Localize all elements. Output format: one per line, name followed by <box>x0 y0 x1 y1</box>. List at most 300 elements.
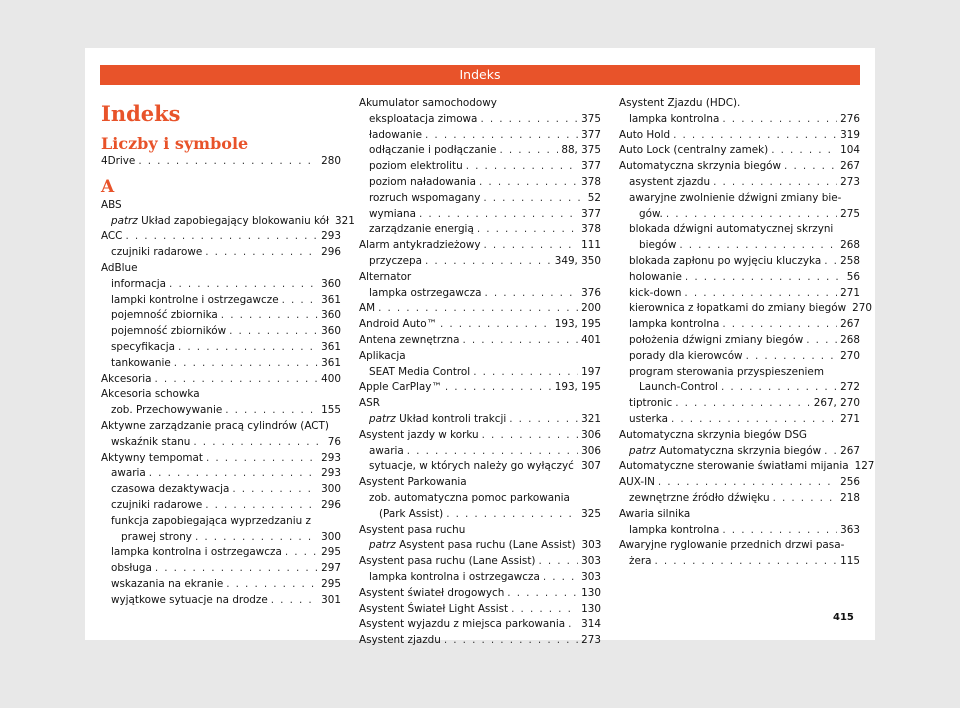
entry-pages: 76 <box>327 435 341 448</box>
entry-text: Aktywny tempomat <box>101 451 203 464</box>
entry-text: wskaźnik stanu <box>111 435 191 448</box>
entry-pages: 296 <box>321 498 341 511</box>
entry-term <box>619 143 768 159</box>
dot-leader <box>125 229 318 245</box>
entry-text: Asystent pasa ruchu (Lane Assist) <box>359 555 536 568</box>
entry-term <box>629 396 672 412</box>
entry-term <box>359 428 479 444</box>
entry-term <box>359 602 508 618</box>
entry-text: gów. <box>639 207 663 220</box>
entry-term <box>101 229 122 245</box>
entry-pages: 378 <box>581 175 601 188</box>
entry-pages: 300 <box>321 530 341 543</box>
index-entry <box>359 428 601 444</box>
dot-leader <box>193 435 324 451</box>
entry-term <box>629 412 668 428</box>
letter-heading: A <box>101 176 115 197</box>
index-entry <box>359 412 601 428</box>
entry-term <box>629 333 803 349</box>
index-entry <box>359 143 601 159</box>
entry-text: asystent zjazdu <box>629 175 711 188</box>
entry-text: lampka kontrolna i ostrzegawcza <box>111 546 282 559</box>
entry-term <box>369 254 422 270</box>
entry-text: zarządzanie energią <box>369 223 474 236</box>
entry-pages: 197 <box>581 365 601 378</box>
index-entry <box>359 112 601 128</box>
dot-leader <box>480 112 578 128</box>
dot-leader <box>721 380 837 396</box>
entry-term <box>629 254 821 270</box>
entry-pages: 268 <box>840 239 860 252</box>
entry-term <box>629 491 770 507</box>
entry-term <box>369 365 470 381</box>
index-entry <box>619 238 860 254</box>
index-heading: zob. automatyczna pomoc parkowania <box>369 491 570 504</box>
entry-pages: 321 <box>334 214 355 227</box>
entry-pages: 303 <box>581 555 601 568</box>
entry-pages: 296 <box>321 246 341 259</box>
entry-term <box>369 222 474 238</box>
entry-see-also: patrz <box>369 412 396 425</box>
section-title: Liczby i symbole <box>101 134 249 153</box>
entry-pages: 268 <box>840 333 860 346</box>
entry-term <box>629 444 821 460</box>
dot-leader <box>195 530 318 546</box>
index-entry <box>359 317 601 333</box>
entry-term <box>629 317 719 333</box>
entry-text: lampka kontrolna <box>629 523 720 536</box>
entry-text: lampka kontrolna <box>629 318 720 331</box>
entry-term <box>111 403 222 419</box>
entry-term <box>359 333 460 349</box>
entry-text: Asystent zjazdu <box>359 634 441 647</box>
entry-pages: 293 <box>321 230 341 243</box>
entry-pages: 377 <box>581 207 601 220</box>
dot-leader <box>419 207 578 223</box>
entry-pages: 360 <box>321 325 341 338</box>
entry-term <box>619 459 849 475</box>
index-entry <box>359 459 601 475</box>
page-number: 415 <box>833 612 854 623</box>
index-heading: blokada dźwigni automatycznej skrzyni <box>629 223 834 236</box>
index-entry <box>359 238 601 254</box>
entry-pages: 273 <box>840 175 860 188</box>
index-heading: Akcesoria schowka <box>101 388 200 401</box>
entry-pages: 349, 350 <box>554 254 601 267</box>
index-column-1 <box>101 96 355 609</box>
index-entry <box>359 444 601 460</box>
entry-text: żera <box>629 555 652 568</box>
index-entry <box>101 340 341 356</box>
entry-term <box>111 577 223 593</box>
index-entry <box>359 554 601 570</box>
entry-pages: 115 <box>840 555 860 568</box>
entry-term <box>111 245 202 261</box>
index-entry <box>359 222 601 238</box>
entry-text: poziom naładowania <box>369 175 477 188</box>
index-entry <box>359 602 601 618</box>
index-heading: funkcja zapobiegająca wyprzedzaniu z <box>111 514 311 527</box>
dot-leader <box>155 372 319 388</box>
entry-pages: 303 <box>581 539 602 552</box>
entry-pages: 111 <box>581 239 601 252</box>
entry-term <box>629 301 846 317</box>
index-heading: Akumulator samochodowy <box>359 97 497 109</box>
index-entry <box>359 175 601 191</box>
entry-pages: 293 <box>321 467 341 480</box>
dot-leader <box>285 545 318 561</box>
index-heading: Awaryjne ryglowanie przednich drzwi pasa- <box>619 539 845 552</box>
entry-term <box>629 523 719 539</box>
index-entry <box>101 154 341 170</box>
dot-leader <box>473 365 578 381</box>
index-entry <box>359 286 601 302</box>
entry-term <box>111 482 229 498</box>
entry-pages: 297 <box>321 562 341 575</box>
dot-leader <box>746 349 838 365</box>
dot-leader <box>440 317 552 333</box>
entry-term <box>359 633 441 649</box>
index-entry <box>101 561 341 577</box>
entry-text: specyfikacja <box>111 340 175 353</box>
entry-text: sytuacje, w których należy go wyłączyć <box>369 460 574 473</box>
dot-leader <box>444 633 578 649</box>
entry-text: Android Auto™ <box>359 318 437 331</box>
entry-text: Antena zewnętrzna <box>359 333 460 346</box>
entry-term <box>369 191 480 207</box>
dot-leader <box>174 356 318 372</box>
index-entry <box>101 403 341 419</box>
index-entry <box>619 128 860 144</box>
index-entry <box>619 412 860 428</box>
entry-term <box>111 466 146 482</box>
dot-leader <box>425 254 552 270</box>
dot-leader <box>666 207 837 223</box>
entry-pages: 378 <box>581 223 601 236</box>
entry-pages: 295 <box>321 546 341 559</box>
index-heading: Automatyczna skrzynia biegów DSG <box>619 428 807 441</box>
entry-text: Apple CarPlay™ <box>359 381 442 394</box>
dot-leader <box>771 143 837 159</box>
entry-term <box>111 340 175 356</box>
index-entry <box>359 333 601 349</box>
entry-term <box>111 545 282 561</box>
entry-text: wskazania na ekranie <box>111 577 224 590</box>
dot-leader <box>722 317 837 333</box>
entry-text: tiptronic <box>629 397 673 410</box>
entry-term <box>369 143 496 159</box>
index-entry <box>619 270 860 286</box>
dot-leader <box>482 428 579 444</box>
entry-term <box>111 293 279 309</box>
index-entry <box>619 491 860 507</box>
entry-pages: 200 <box>581 302 601 315</box>
entry-text: obsługa <box>111 562 152 575</box>
entry-text: Alarm antykradzieżowy <box>359 239 481 252</box>
entry-pages: 270 <box>852 302 872 315</box>
index-entry <box>619 380 860 396</box>
dot-leader <box>477 222 578 238</box>
index-entry <box>359 633 601 649</box>
entry-text: Auto Lock (centralny zamek) <box>619 144 769 157</box>
dot-leader <box>206 451 318 467</box>
dot-leader <box>713 175 837 191</box>
index-heading: Asystent Parkowania <box>359 476 467 489</box>
dot-leader <box>149 466 318 482</box>
entry-term <box>629 554 652 570</box>
entry-pages: 307 <box>581 460 601 473</box>
index-entry <box>101 308 341 324</box>
entry-text: położenia dźwigni zmiany biegów <box>629 333 804 346</box>
index-column-3 <box>619 96 875 570</box>
entry-term <box>111 356 171 372</box>
entry-pages: 130 <box>581 602 601 615</box>
entry-pages: 375 <box>581 112 601 125</box>
entry-pages: 276 <box>840 112 860 125</box>
index-heading: AdBlue <box>101 261 138 274</box>
dot-leader <box>499 143 558 159</box>
index-entry <box>101 577 341 593</box>
entry-text: ładowanie <box>369 128 423 141</box>
dot-leader <box>169 277 318 293</box>
dot-leader <box>226 577 318 593</box>
dot-leader <box>679 238 837 254</box>
entry-text: Asystent pasa ruchu (Lane Assist) <box>399 539 576 552</box>
index-entry <box>619 459 875 475</box>
index-heading: Asystent pasa ruchu <box>359 523 466 536</box>
dot-leader <box>538 554 578 570</box>
entry-text: Układ kontroli trakcji <box>399 412 507 425</box>
entry-text: AM <box>359 302 376 315</box>
dot-leader <box>221 308 318 324</box>
entry-text: Asystent jazdy w korku <box>359 428 479 441</box>
entry-pages: 303 <box>581 570 601 583</box>
dot-leader <box>282 293 319 309</box>
entry-term <box>639 380 718 396</box>
dot-leader <box>722 112 837 128</box>
index-heading: program sterowania przyspieszeniem <box>629 365 824 378</box>
entry-text: ACC <box>101 230 123 243</box>
index-entry <box>619 554 860 570</box>
entry-pages: 271 <box>840 412 860 425</box>
entry-pages: 52 <box>587 191 601 204</box>
entry-text: czasowa dezaktywacja <box>111 483 230 496</box>
entry-term <box>111 561 152 577</box>
entry-term <box>369 459 574 475</box>
index-heading: Aktywne zarządzanie pracą cylindrów (ACT) <box>101 419 329 432</box>
entry-pages: 193, 195 <box>554 381 601 394</box>
index-entry <box>619 254 860 270</box>
entry-term <box>629 349 743 365</box>
index-entry <box>619 523 860 539</box>
entry-pages: 363 <box>840 523 860 536</box>
dot-leader <box>824 254 837 270</box>
entry-text: Auto Hold <box>619 128 671 141</box>
index-entry <box>101 530 341 546</box>
dot-leader <box>378 301 578 317</box>
index-entry <box>359 128 601 144</box>
index-entry <box>359 617 601 633</box>
index-entry <box>359 191 601 207</box>
entry-pages: 321 <box>581 412 601 425</box>
dot-leader <box>824 444 837 460</box>
entry-pages: 306 <box>581 428 601 441</box>
entry-text: lampka kontrolna i ostrzegawcza <box>369 570 540 583</box>
index-entry <box>101 229 341 245</box>
entry-pages: 272 <box>840 381 860 394</box>
dot-leader <box>483 191 584 207</box>
index-entry <box>619 112 860 128</box>
entry-text: informacja <box>111 277 167 290</box>
entry-pages: 193, 195 <box>554 318 601 331</box>
index-entry <box>619 301 872 317</box>
dot-leader <box>784 159 837 175</box>
entry-text: lampka kontrolna <box>629 112 720 125</box>
entry-see-also: patrz <box>369 539 396 552</box>
entry-text: awaria <box>369 444 404 457</box>
index-entry <box>101 593 341 609</box>
entry-pages: 306 <box>581 444 601 457</box>
dot-leader <box>568 617 578 633</box>
entry-text: usterka <box>629 412 668 425</box>
entry-term <box>619 159 781 175</box>
index-entry <box>101 214 355 230</box>
entry-text: blokada zapłonu po wyjęciu kluczyka <box>629 254 822 267</box>
dot-leader <box>479 175 578 191</box>
dot-leader <box>484 286 578 302</box>
index-entry <box>359 380 601 396</box>
index-heading: awaryjne zwolnienie dźwigni zmiany bie- <box>629 191 842 204</box>
entry-term <box>369 128 422 144</box>
index-entry <box>359 365 601 381</box>
index-entry <box>359 586 601 602</box>
entry-text: Launch-Control <box>639 381 718 394</box>
entry-pages: 400 <box>321 372 341 385</box>
entry-term <box>359 554 535 570</box>
entry-text: wymiana <box>369 207 416 220</box>
entry-term <box>101 154 135 170</box>
index-entry <box>101 435 341 451</box>
entry-pages: 258 <box>840 254 860 267</box>
entry-term <box>101 451 203 467</box>
index-entry <box>359 570 601 586</box>
index-heading: ABS <box>101 198 122 211</box>
entry-pages: 267 <box>840 444 860 457</box>
entry-text: rozruch wspomagany <box>369 191 481 204</box>
entry-text: zob. Przechowywanie <box>111 404 223 417</box>
entry-text: prawej strony <box>121 530 192 543</box>
dot-leader <box>155 561 318 577</box>
entry-text: wyjątkowe sytuacje na drodze <box>111 593 268 606</box>
dot-leader <box>229 324 318 340</box>
entry-pages: 361 <box>321 356 341 369</box>
entry-term <box>359 380 442 396</box>
dot-leader <box>806 333 837 349</box>
entry-text: odłączanie i podłączanie <box>369 144 497 157</box>
dot-leader <box>425 128 578 144</box>
entry-pages: 361 <box>321 293 341 306</box>
entry-term <box>369 159 463 175</box>
index-entry <box>101 545 341 561</box>
entry-term <box>111 435 190 451</box>
entry-term <box>111 324 226 340</box>
entry-text: eksploatacja zimowa <box>369 112 478 125</box>
dot-leader <box>511 602 578 618</box>
entry-term <box>369 175 476 191</box>
entry-term <box>379 507 443 523</box>
entry-text: (Park Assist) <box>379 507 444 520</box>
entry-pages: 127 <box>854 460 875 473</box>
entry-text: pojemność zbiornika <box>111 309 218 322</box>
entry-pages: 267 <box>840 318 860 331</box>
entry-term <box>629 286 681 302</box>
entry-term <box>121 530 192 546</box>
entry-pages: 293 <box>321 451 341 464</box>
entry-text: czujniki radarowe <box>111 498 203 511</box>
dot-leader <box>685 270 844 286</box>
dot-leader <box>671 412 837 428</box>
entry-pages: 376 <box>581 286 601 299</box>
entry-term <box>369 207 416 223</box>
entry-text: tankowanie <box>111 356 171 369</box>
entry-pages: 377 <box>581 128 601 141</box>
entry-pages: 267, 270 <box>813 397 860 410</box>
entry-pages: 360 <box>321 309 341 322</box>
index-entry <box>619 475 860 491</box>
index-heading: Asystent Zjazdu (HDC). <box>619 97 741 109</box>
index-entry <box>619 333 860 349</box>
dot-leader <box>205 245 318 261</box>
entry-pages: 88, 375 <box>561 144 601 157</box>
index-entry <box>619 444 860 460</box>
entry-pages: 56 <box>846 270 860 283</box>
dot-leader <box>773 491 838 507</box>
entry-text: zewnętrzne źródło dźwięku <box>629 491 770 504</box>
entry-text: holowanie <box>629 270 682 283</box>
entry-see-also: patrz <box>629 444 656 457</box>
dot-leader <box>445 380 552 396</box>
entry-term <box>359 238 481 254</box>
entry-term <box>639 207 663 223</box>
index-column-2 <box>359 96 601 649</box>
entry-term <box>369 444 404 460</box>
dot-leader <box>507 586 578 602</box>
index-entry <box>619 286 860 302</box>
index-entry <box>619 159 860 175</box>
entry-text: AUX-IN <box>619 476 655 489</box>
index-entry <box>101 277 341 293</box>
entry-pages: 218 <box>840 491 860 504</box>
entry-pages: 360 <box>321 277 341 290</box>
entry-text: poziom elektrolitu <box>369 160 463 173</box>
entry-text: lampka ostrzegawcza <box>369 286 482 299</box>
index-entry <box>359 301 601 317</box>
dot-leader <box>673 128 837 144</box>
entry-text: lampki kontrolne i ostrzegawcze <box>111 293 279 306</box>
index-entry <box>101 293 341 309</box>
index-heading: Alternator <box>359 270 412 283</box>
index-entry <box>101 498 341 514</box>
entry-text: Automatyczne sterowanie światłami mijania <box>619 460 849 473</box>
entry-pages: 301 <box>321 593 341 606</box>
dot-leader <box>684 286 837 302</box>
index-heading: ASR <box>359 397 380 410</box>
entry-text: Automatyczna skrzynia biegów <box>619 160 782 173</box>
entry-term <box>111 308 218 324</box>
entry-text: SEAT Media Control <box>369 365 471 378</box>
dot-leader <box>178 340 318 356</box>
index-entry <box>619 349 860 365</box>
